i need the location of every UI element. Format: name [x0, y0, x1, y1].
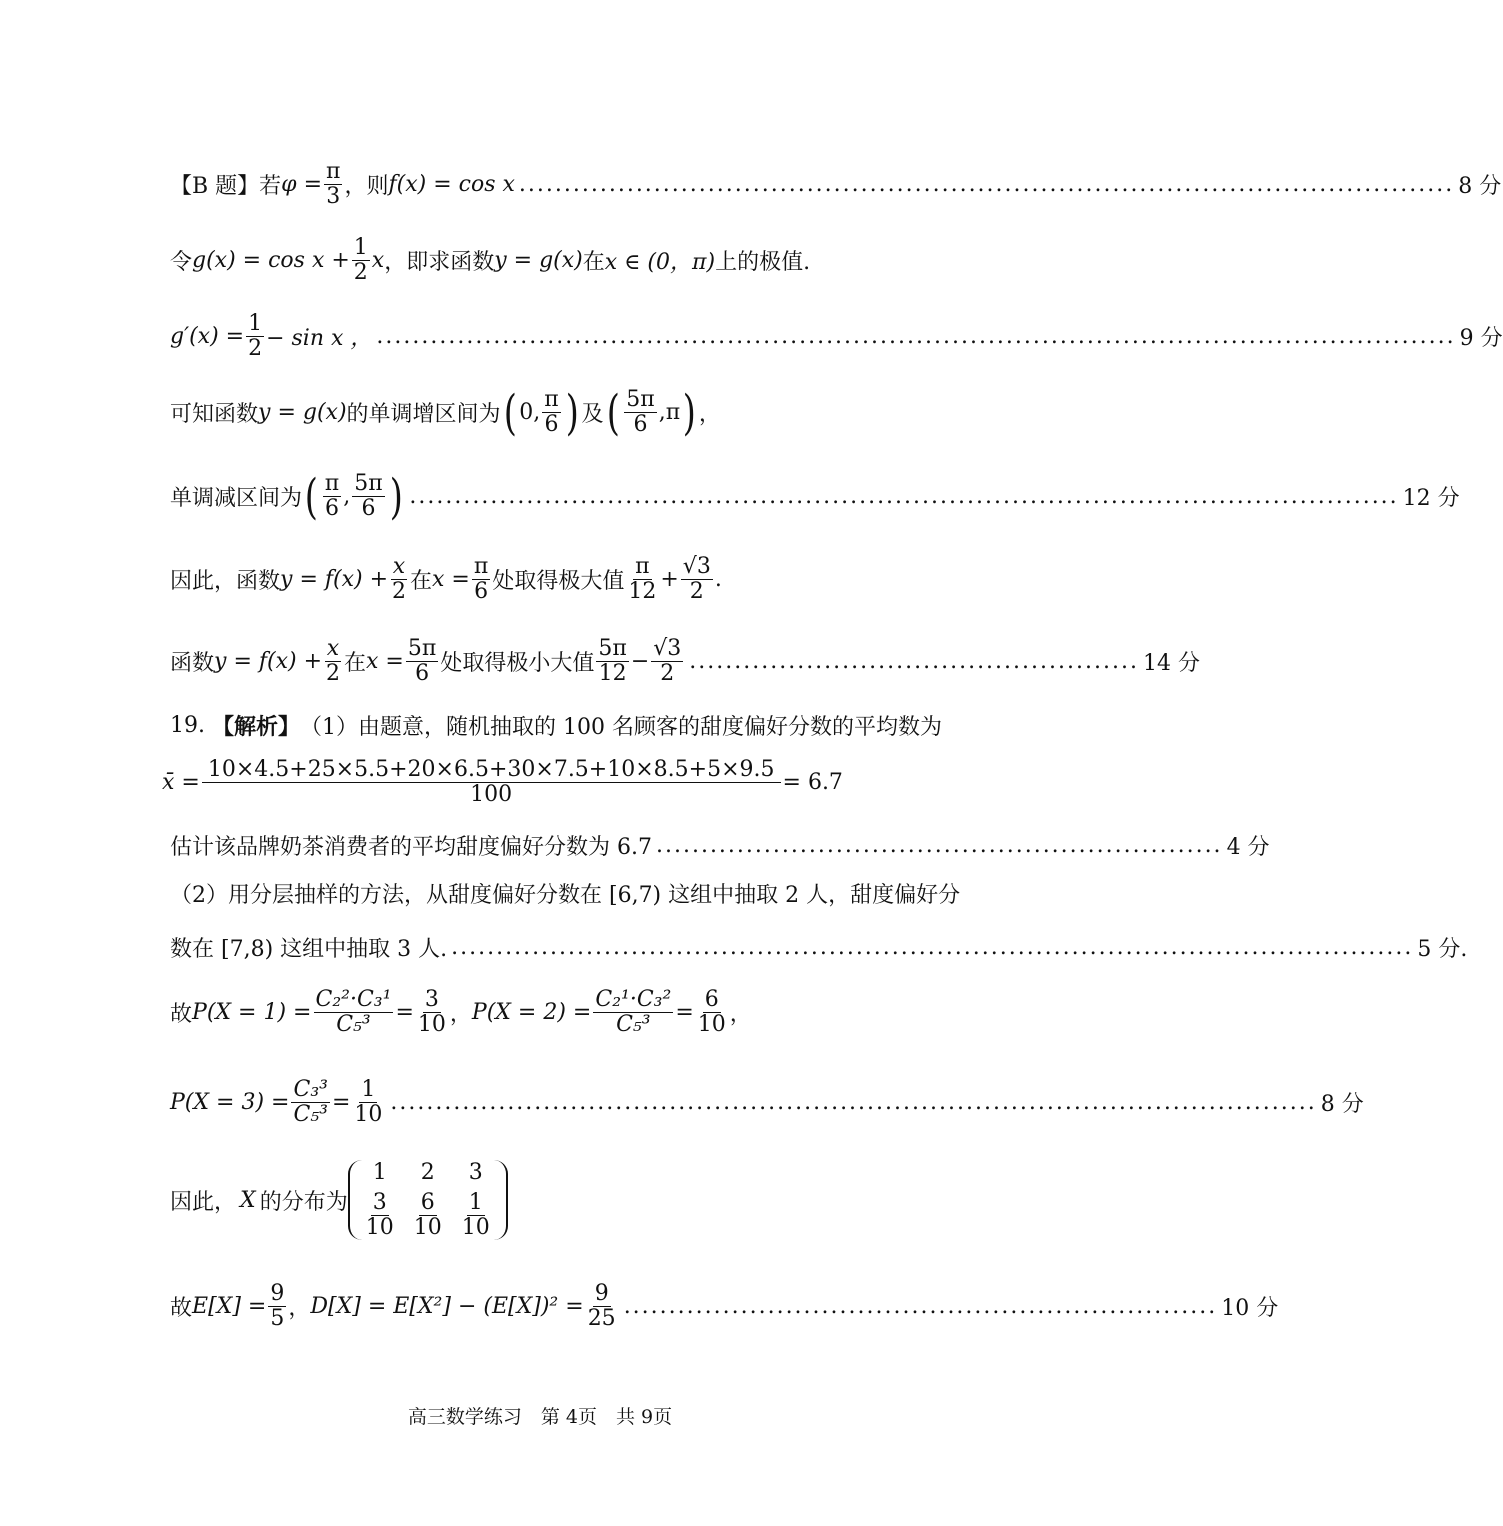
fraction: $\frac{\pi}{6}$: [473, 554, 489, 605]
fraction: $\frac{\text{C₃³}}{\text{C₅³}}$: [293, 1077, 328, 1128]
fraction: $\frac{\text{C₂¹·C₃²}}{\text{C₅³}}$: [595, 987, 672, 1038]
fraction: $\frac{1}{2}$: [248, 311, 263, 362]
part2-line2: 数在 [7,8) 这组中抽取 3 人. ........................................................................................................... 5 分.: [170, 932, 905, 963]
fraction: $\frac{5\pi}{12}$: [598, 636, 627, 687]
estimate-line: 估计该品牌奶茶消费者的平均甜度偏好分数为 6.7 ............................................................... 4 分: [170, 830, 905, 861]
leader-dots: ..................................................................: [623, 1294, 1218, 1320]
score: 12 分: [1402, 486, 1460, 512]
score: 10 分: [1221, 1296, 1279, 1322]
score: 8 分: [1458, 174, 1502, 200]
fraction: $\frac{6}{10}$: [697, 987, 726, 1038]
fraction: $\frac{1}{10}$: [354, 1077, 383, 1128]
fraction: $\frac{\pi}{3}$: [326, 159, 341, 210]
score: 4 分: [1226, 835, 1270, 860]
expectation-line: 故 E[X] = $\frac{9}{5}$ ， D[X] = E[X²] − (E[X])² = $\frac{9}{25}$ .................................................................. 10 分: [170, 1281, 1279, 1332]
fraction: $\frac{\pi}{6}$: [544, 387, 559, 438]
define-g-line: 令 g(x) = cos x + $\frac{1}{2}$ x ，即求函数 y = g(x) 在 x ∈ (0，π) 上的极值.: [170, 235, 811, 286]
leader-dots: .......................................................................................................: [390, 1090, 1317, 1116]
fraction: $\frac{10\times 4.5+25\times 5.5+20\times 6.5+30\times 7.5+10\times 8.5+5\times 9.5}{100}$: [202, 758, 781, 807]
score: 9 分: [1459, 326, 1503, 352]
fraction: $\frac{\pi}{12}$: [628, 554, 657, 605]
mean-formula: x̄ = $\frac{10\times 4.5+25\times 5.5+20\times 6.5+30\times 7.5+10\times 8.5+5\times 9.5}{100}$ = 6.7: [162, 757, 843, 808]
decreasing-line: 单调减区间为 ( $\frac{\pi}{6}$ , $\frac{5\pi}{6}$ ) .............................................................................................................. 12 分: [170, 468, 1460, 525]
fraction: $\frac{1}{2}$: [353, 235, 368, 286]
fraction: $\frac{5\pi}{6}$: [354, 471, 383, 522]
leader-dots: ...........................................................................................................: [451, 935, 1414, 960]
fraction: $\frac{3}{10}$: [417, 987, 446, 1038]
leader-dots: ...............................................................: [655, 833, 1223, 858]
leader-dots: ........................................................................................................................: [376, 324, 1456, 350]
prob-line-3: P(X = 3) = $\frac{\text{C₃³}}{\text{C₅³}}$ = $\frac{1}{10}$ ....................................................................................................... 8 分: [170, 1077, 1364, 1128]
fraction: $\frac{9}{5}$: [270, 1281, 285, 1332]
part2-line1: （2）用分层抽样的方法，从甜度偏好分数在 [6,7) 这组中抽取 2 人，甜度偏好分: [170, 883, 961, 908]
b-problem-line: 【B 题】若 φ = $\frac{\pi}{3}$ ，则 f(x) = cos x ........................................................................................................ 8 分: [170, 159, 1502, 210]
fraction: $\frac{5\pi}{6}$: [407, 636, 437, 687]
leader-dots: ........................................................................................................: [518, 172, 1455, 198]
prob-line-1: 故 P(X = 1) = $\frac{\text{C₂²·C₃¹}}{\text{C₅³}}$ = $\frac{3}{10}$ ， P(X = 2) = $\frac{\text{C₂¹·C₃²}}{\text{C₅³}}$ = $\frac{6}{10}$ ，: [170, 987, 752, 1038]
distribution-line: 因此， X 的分布为 1 2 3 $\frac{3}{10}$ $\frac{6}{10}$ $\frac{1}{10}$: [170, 1160, 508, 1240]
distribution-matrix: 1 2 3 $\frac{3}{10}$ $\frac{6}{10}$ $\frac{1}{10}$: [348, 1160, 508, 1240]
max-line: 因此，函数 y = f(x) + $\frac{x}{2}$ 在 x = $\frac{\pi}{6}$ 处取得极大值 $\frac{\pi}{12}$ + $\frac{√3}{2}$ .: [170, 554, 722, 605]
score: 14 分: [1142, 651, 1200, 677]
score: 8 分: [1320, 1092, 1364, 1118]
fraction: $\frac{9}{25}$: [587, 1281, 616, 1332]
leader-dots: ..................................................: [689, 649, 1139, 675]
question-19-line: 19. 【解析】 （1）由题意，随机抽取的 100 名顾客的甜度偏好分数的平均数为: [170, 713, 942, 740]
fraction: $\frac{x}{2}$: [326, 636, 341, 687]
fraction: $\frac{\text{C₂²·C₃¹}}{\text{C₅³}}$: [315, 987, 392, 1038]
fraction: $\frac{\pi}{6}$: [324, 471, 340, 522]
page-footer: 高三数学练习 第 4页 共 9页: [407, 1406, 673, 1428]
leader-dots: ..............................................................................................................: [409, 484, 1399, 510]
fraction: $\frac{x}{2}$: [392, 554, 407, 605]
increasing-line: 可知函数 y = g(x) 的单调增区间为 ( 0, $\frac{\pi}{6}$ ) 及 ( $\frac{5\pi}{6}$ ,π ) ，: [170, 384, 721, 441]
b-heading: 【B 题】若: [170, 174, 282, 200]
fraction: $\frac{√3}{2}$: [682, 554, 711, 605]
score: 5 分.: [1417, 937, 1468, 962]
derivative-line: g′(x) = $\frac{1}{2}$ − sin x ， ........................................................................................................................ 9 分: [170, 311, 1503, 362]
fraction: $\frac{5\pi}{6}$: [626, 387, 655, 438]
fraction: $\frac{√3}{2}$: [653, 636, 682, 687]
min-line: 函数 y = f(x) + $\frac{x}{2}$ 在 x = $\frac{5\pi}{6}$ 处取得极小大值 $\frac{5\pi}{12}$ − $\frac{√3}{2}$ .................................................. 14 分: [170, 636, 1200, 687]
